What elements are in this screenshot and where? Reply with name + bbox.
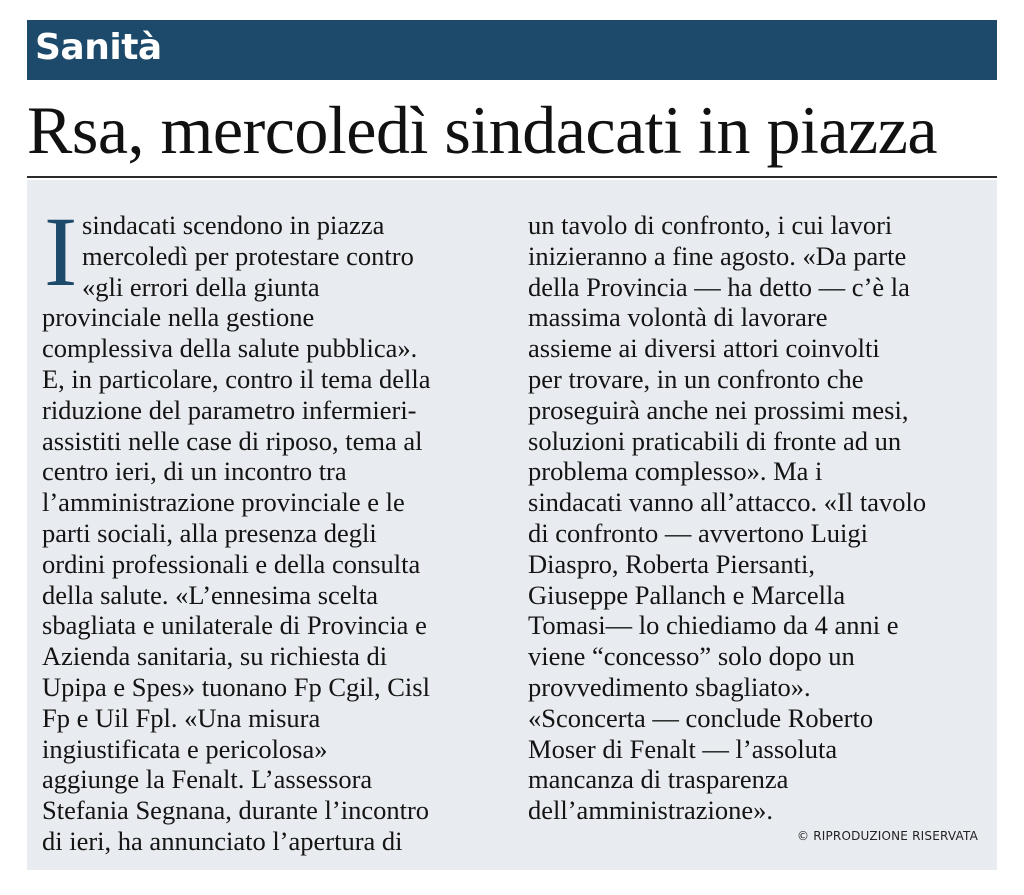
article-column-right (528, 210, 980, 826)
headline-divider (27, 176, 997, 178)
article-line: centro ieri, di un incontro tra (42, 456, 347, 487)
article-line: proseguirà anche nei prossimi mesi, (528, 394, 909, 425)
section-bar (27, 20, 997, 80)
article-line: provvedimento sbagliato». (528, 671, 811, 702)
article-line: Moser di Fenalt — l’assoluta (528, 733, 838, 764)
article-line: problema complesso». Ma i (528, 456, 823, 487)
article-line: un tavolo di confronto, i cui lavori (528, 210, 893, 240)
article-line: assieme ai diversi attori coinvolti (528, 333, 880, 364)
article-column-left (42, 196, 504, 857)
article-line: assistiti nelle case di riposo, tema al (42, 425, 423, 456)
article-line: sbagliata e unilaterale di Provincia e (42, 610, 427, 641)
article-line: ordini professionali e della consulta (42, 548, 421, 579)
article-line: mancanza di trasparenza (528, 764, 789, 795)
article-line: parti sociali, alla presenza degli (42, 517, 377, 548)
article-line: dell’amministrazione». (528, 795, 774, 826)
article-line: Tomasi— lo chiediamo da 4 anni e (528, 610, 899, 641)
article-line: sindacati scendono in piazza (82, 210, 385, 240)
article-line: di confronto — avvertono Luigi (528, 517, 869, 548)
article-line: soluzioni praticabili di fronte ad un (528, 425, 902, 456)
article-line: l’amministrazione provinciale e le (42, 487, 405, 518)
article-line: «Sconcerta — conclude Roberto (528, 702, 874, 733)
section-label: Sanità (35, 27, 162, 68)
copyright-notice: © RIPRODUZIONE RISERVATA (797, 829, 978, 843)
article-line: Diaspro, Roberta Piersanti, (528, 548, 816, 579)
article-line: Upipa e Spes» tuonano Fp Cgil, Cisl (42, 671, 430, 702)
article-line: di ieri, ha annunciato l’apertura di (42, 825, 403, 856)
article-line: per trovare, in un confronto che (528, 363, 864, 394)
article-line: provinciale nella gestione (42, 302, 315, 333)
article-line: Giuseppe Pallanch e Marcella (528, 579, 846, 610)
article-line: Stefania Segnana, durante l’incontro (42, 795, 430, 826)
article-line: «gli errori della giunta (82, 271, 320, 302)
article-line: E, in particolare, contro il tema della (42, 363, 431, 394)
article-line: Azienda sanitaria, su richiesta di (42, 641, 388, 672)
article-line: della Provincia — ha detto — c’è la (528, 271, 910, 302)
article-line: sindacati vanno all’attacco. «Il tavolo (528, 487, 927, 518)
article-line: complessiva della salute pubblica». (42, 333, 418, 364)
article-line: mercoledì per protestare contro (82, 240, 414, 271)
article-line: della salute. «L’ennesima scelta (42, 579, 379, 610)
article-line: aggiunge la Fenalt. L’assessora (42, 764, 373, 795)
dropcap: I (44, 196, 78, 307)
headline: Rsa, mercoledì sindacati in piazza (27, 92, 938, 168)
article-line: massima volontà di lavorare (528, 302, 828, 333)
article-line: Fp e Uil Fpl. «Una misura (42, 702, 321, 733)
article-line: riduzione del parametro infermieri- (42, 394, 417, 425)
article-line: viene “concesso” solo dopo un (528, 641, 855, 672)
article-line: ingiustificata e pericolosa» (42, 733, 328, 764)
article-line: inizieranno a fine agosto. «Da parte (528, 240, 907, 271)
